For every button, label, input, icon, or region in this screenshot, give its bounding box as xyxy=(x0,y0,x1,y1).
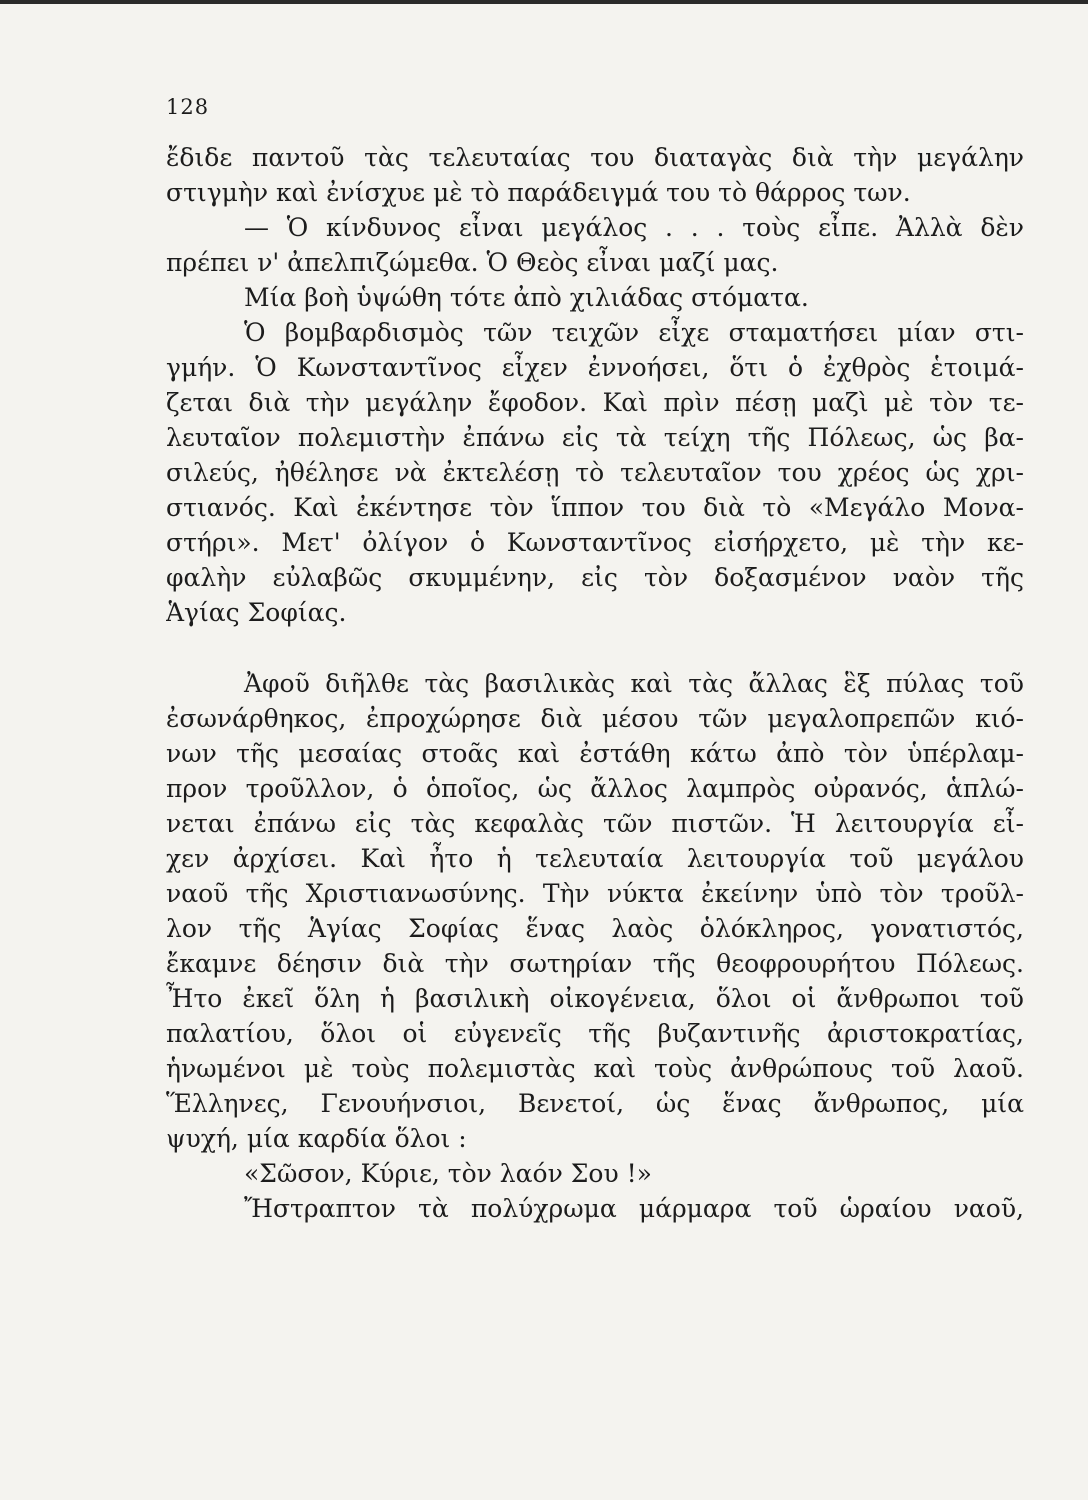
text-line: Ὁ βομβαρδισμὸς τῶν τειχῶν εἶχε σταματήσει μίαν στι- xyxy=(244,318,1024,347)
page-number: 128 xyxy=(166,95,210,119)
text-line: Ἁγίας Σοφίας. xyxy=(166,598,347,627)
text-line: γμήν. Ὁ Κωνσταντῖνος εἶχεν ἐννοήσει, ὅτι ὁ ἐχθρὸς ἑτοιμά- xyxy=(166,353,1024,382)
text-line: χεν ἀρχίσει. Καὶ ἦτο ἡ τελευταία λειτουργία τοῦ μεγάλου xyxy=(166,844,1024,873)
text-line: ἔκαμνε δέησιν διὰ τὴν σωτηρίαν τῆς θεοφρουρήτου Πόλεως. xyxy=(166,949,1024,978)
text-line: Ἤστραπτον τὰ πολύχρωμα μάρμαρα τοῦ ὡραίου ναοῦ, xyxy=(244,1194,1024,1223)
text-line: Ἀφοῦ διῆλθε τὰς βασιλικὰς καὶ τὰς ἄλλας ἓξ πύλας τοῦ xyxy=(244,669,1024,698)
text-line: φαλὴν εὐλαβῶς σκυμμένην, εἰς τὸν δοξασμένον ναὸν τῆς xyxy=(166,563,1024,592)
text-line: ἐσωνάρθηκος, ἐπροχώρησε διὰ μέσου τῶν μεγαλοπρεπῶν κιό- xyxy=(166,704,1024,733)
text-line: σιλεύς, ἠθέλησε νὰ ἐκτελέσῃ τὸ τελευταῖον του χρέος ὡς χρι- xyxy=(166,458,1024,487)
text-line: ναοῦ τῆς Χριστιανωσύνης. Τὴν νύκτα ἐκείνην ὑπὸ τὸν τροῦλ- xyxy=(166,879,1024,908)
text-line: προν τροῦλλον, ὁ ὁποῖος, ὡς ἄλλος λαμπρὸς οὐρανός, ἁπλώ- xyxy=(166,774,1024,803)
text-line: ζεται διὰ τὴν μεγάλην ἔφοδον. Καὶ πρὶν πέσῃ μαζὶ μὲ τὸν τε- xyxy=(166,388,1024,417)
text-line: — Ὁ κίνδυνος εἶναι μεγάλος . . . τοὺς εἶπε. Ἀλλὰ δὲν xyxy=(244,213,1024,242)
text-line: νεται ἐπάνω εἰς τὰς κεφαλὰς τῶν πιστῶν. Ἡ λειτουργία εἶ- xyxy=(166,809,1024,838)
text-line: Ἦτο ἐκεῖ ὅλη ἡ βασιλικὴ οἰκογένεια, ὅλοι οἱ ἄνθρωποι τοῦ xyxy=(166,984,1024,1013)
page-top-edge xyxy=(0,0,1088,4)
text-line: Ἕλληνες, Γενουήνσιοι, Βενετοί, ὡς ἕνας ἄνθρωπος, μία xyxy=(166,1089,1024,1118)
text-line: λον τῆς Ἁγίας Σοφίας ἕνας λαὸς ὁλόκληρος, γονατιστός, xyxy=(166,914,1024,943)
text-line: στήρι». Μετ' ὀλίγον ὁ Κωνσταντῖνος εἰσήρχετο, μὲ τὴν κε- xyxy=(166,528,1024,557)
text-line: ψυχή, μία καρδία ὅλοι : xyxy=(166,1124,467,1153)
text-line: πρέπει ν' ἀπελπιζώμεθα. Ὁ Θεὸς εἶναι μαζί μας. xyxy=(166,248,779,277)
text-line: στιγμὴν καὶ ἐνίσχυε μὲ τὸ παράδειγμά του τὸ θάρρος των. xyxy=(166,178,911,207)
text-line: παλατίου, ὅλοι οἱ εὐγενεῖς τῆς βυζαντινῆς ἀριστοκρατίας, xyxy=(166,1019,1024,1048)
text-line: Μία βοὴ ὑψώθη τότε ἀπὸ χιλιάδας στόματα. xyxy=(244,283,809,312)
text-line: νων τῆς μεσαίας στοᾶς καὶ ἐστάθη κάτω ἀπὸ τὸν ὑπέρλαμ- xyxy=(166,739,1024,768)
quoted-prayer: «Σῶσον, Κύριε, τὸν λαόν Σου !» xyxy=(244,1159,652,1188)
text-line: ἡνωμένοι μὲ τοὺς πολεμιστὰς καὶ τοὺς ἀνθρώπους τοῦ λαοῦ. xyxy=(166,1054,1024,1083)
text-line: λευταῖον πολεμιστὴν ἐπάνω εἰς τὰ τείχη τῆς Πόλεως, ὡς βα- xyxy=(166,423,1024,452)
section-break xyxy=(166,630,1024,666)
body-text xyxy=(166,140,1024,1226)
text-line: ἔδιδε παντοῦ τὰς τελευταίας του διαταγὰς διὰ τὴν μεγάλην xyxy=(166,143,1024,172)
text-line: στιανός. Καὶ ἐκέντησε τὸν ἵππον του διὰ τὸ «Μεγάλο Μονα- xyxy=(166,493,1024,522)
